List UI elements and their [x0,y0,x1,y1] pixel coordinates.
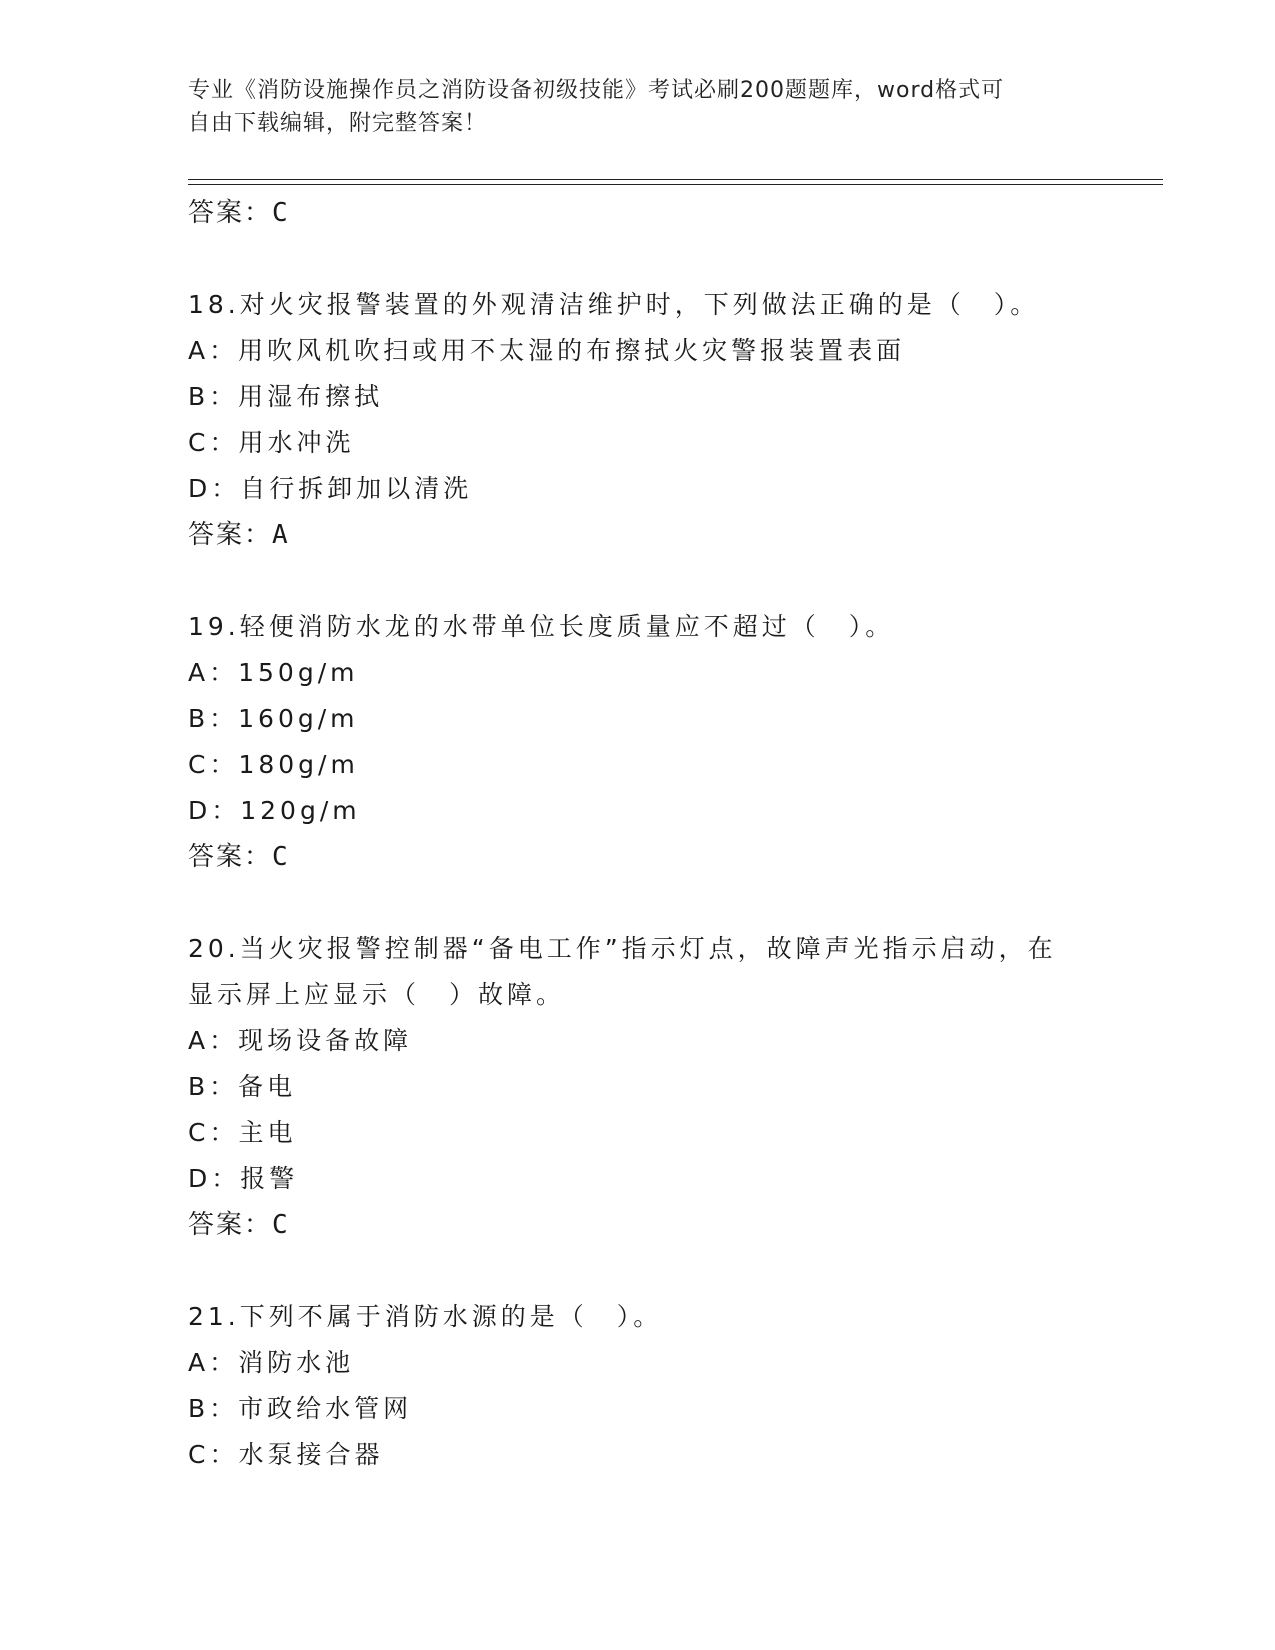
header-title-line-1: 专业《消防设施操作员之消防设备初级技能》考试必刷200题题库，word格式可 [188,78,1005,103]
option-d: D：自行拆卸加以清洗 [188,474,473,503]
option-a: A：用吹风机吹扫或用不太湿的布擦拭火灾警报装置表面 [188,336,906,365]
question-stem: 18.对火灾报警装置的外观清洁维护时，下列做法正确的是（ ）。 [188,290,1040,319]
answer-value: C [272,198,290,228]
spacer [188,880,1128,926]
answer-value: C [272,1210,290,1240]
option-b: B：市政给水管网 [188,1394,413,1423]
option-d: D：120g/m [188,796,361,825]
option-c: C：180g/m [188,750,359,779]
answer-line [188,834,1128,880]
option-b: B：备电 [188,1072,297,1101]
answer-value: C [272,842,290,872]
question-21 [188,1294,1128,1478]
answer-value: A [272,520,290,550]
option-c: C：用水冲洗 [188,428,355,457]
answer-line [188,190,1128,236]
question-stem: 19.轻便消防水龙的水带单位长度质量应不超过（ ）。 [188,612,895,641]
option-a: A：现场设备故障 [188,1026,413,1055]
answer-label: 答案： [188,1210,273,1240]
option-a: A：150g/m [188,658,359,687]
spacer [188,558,1128,604]
question-20 [188,926,1128,1248]
option-c: C：水泵接合器 [188,1440,384,1469]
header-divider-bottom [188,184,1163,185]
option-b: B：160g/m [188,704,359,733]
question-list [188,190,1128,1478]
question-stem-line-2: 显示屏上应显示（ ）故障。 [188,980,566,1009]
question-stem: 21.下列不属于消防水源的是（ ）。 [188,1302,663,1331]
question-19 [188,604,1128,880]
option-d: D：报警 [188,1164,299,1193]
option-a: A：消防水池 [188,1348,355,1377]
question-18 [188,282,1128,558]
answer-label: 答案： [188,842,273,872]
question-stem-line-1: 20.当火灾报警控制器“备电工作”指示灯点，故障声光指示启动，在 [188,934,1057,963]
option-b: B：用湿布擦拭 [188,382,384,411]
option-c: C：主电 [188,1118,297,1147]
header-divider-top [188,179,1163,180]
document-header [188,74,1068,140]
spacer [188,1248,1128,1294]
header-title-line-2: 自由下载编辑，附完整答案！ [188,111,488,136]
spacer [188,236,1128,282]
answer-label: 答案： [188,198,273,228]
answer-line [188,1202,1128,1248]
answer-line [188,512,1128,558]
answer-label: 答案： [188,520,273,550]
